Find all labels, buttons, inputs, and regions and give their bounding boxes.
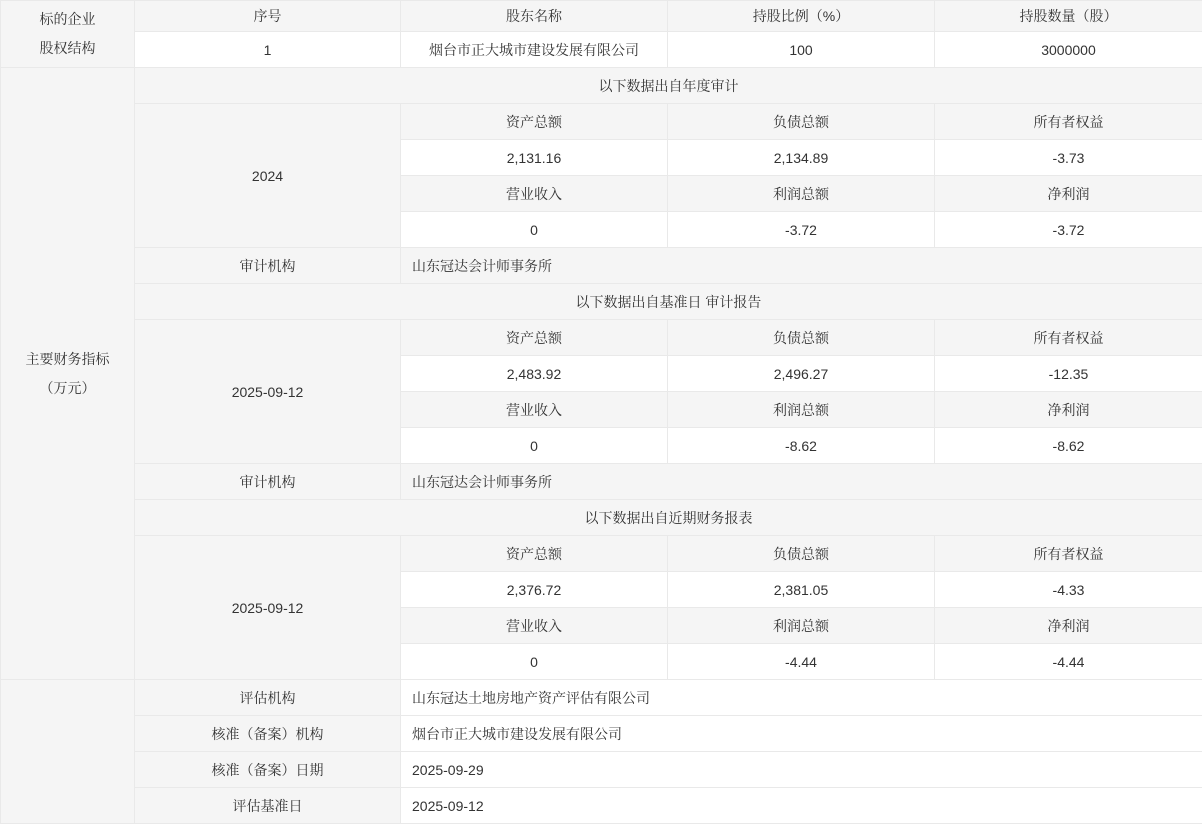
label-net-profit: 净利润 (935, 608, 1202, 644)
label-total-assets: 资产总额 (401, 536, 668, 572)
label-total-liabilities: 负债总额 (668, 104, 935, 140)
value-operating-revenue: 0 (401, 428, 668, 464)
value-net-profit: -3.72 (935, 212, 1202, 248)
value-total-assets: 2,483.92 (401, 356, 668, 392)
shareholder-no: 1 (135, 32, 401, 68)
label-approval-date: 核准（备案）日期 (135, 752, 401, 788)
value-owner-equity: -4.33 (935, 572, 1202, 608)
label-audit-agency: 审计机构 (135, 248, 401, 284)
label-audit-agency: 审计机构 (135, 464, 401, 500)
value-total-assets: 2,376.72 (401, 572, 668, 608)
section-title-base-date-audit: 以下数据出自基准日 审计报告 (135, 284, 1202, 320)
label-net-profit: 净利润 (935, 176, 1202, 212)
period-base-date: 2025-09-12 (135, 320, 401, 464)
label-total-liabilities: 负债总额 (668, 536, 935, 572)
financial-indicators-line2: （万元） (39, 379, 96, 396)
label-approval-agency: 核准（备案）机构 (135, 716, 401, 752)
label-total-assets: 资产总额 (401, 104, 668, 140)
label-total-profit: 利润总额 (668, 392, 935, 428)
label-total-liabilities: 负债总额 (668, 320, 935, 356)
value-total-profit: -3.72 (668, 212, 935, 248)
label-owner-equity: 所有者权益 (935, 104, 1202, 140)
shareholder-name: 烟台市正大城市建设发展有限公司 (401, 32, 668, 68)
value-approval-date: 2025-09-29 (401, 752, 1202, 788)
label-operating-revenue: 营业收入 (401, 608, 668, 644)
financial-indicators-line1: 主要财务指标 (25, 350, 110, 367)
value-net-profit: -4.44 (935, 644, 1202, 680)
shareholder-shares: 3000000 (935, 32, 1202, 68)
label-owner-equity: 所有者权益 (935, 320, 1202, 356)
equity-structure-line1: 标的企业 (39, 11, 96, 27)
value-owner-equity: -12.35 (935, 356, 1202, 392)
value-total-profit: -4.44 (668, 644, 935, 680)
value-total-liabilities: 2,134.89 (668, 140, 935, 176)
left-empty-cell (1, 680, 135, 824)
value-approval-agency: 烟台市正大城市建设发展有限公司 (401, 716, 1202, 752)
table-row (1, 716, 1202, 752)
value-appraisal-base-date: 2025-09-12 (401, 788, 1202, 824)
section-title-annual-audit: 以下数据出自年度审计 (135, 68, 1202, 104)
value-operating-revenue: 0 (401, 212, 668, 248)
value-operating-revenue: 0 (401, 644, 668, 680)
label-net-profit: 净利润 (935, 392, 1202, 428)
label-operating-revenue: 营业收入 (401, 392, 668, 428)
value-total-profit: -8.62 (668, 428, 935, 464)
label-total-assets: 资产总额 (401, 320, 668, 356)
value-total-liabilities: 2,496.27 (668, 356, 935, 392)
label-appraisal-base-date: 评估基准日 (135, 788, 401, 824)
value-total-assets: 2,131.16 (401, 140, 668, 176)
table-row (1, 788, 1202, 824)
value-owner-equity: -3.73 (935, 140, 1202, 176)
value-appraisal-agency: 山东冠达土地房地产资产评估有限公司 (401, 680, 1202, 716)
value-audit-agency: 山东冠达会计师事务所 (401, 248, 1202, 284)
period-recent: 2025-09-12 (135, 536, 401, 680)
col-header-shares: 持股数量（股） (935, 1, 1202, 32)
left-label-equity-structure (1, 1, 135, 68)
label-total-profit: 利润总额 (668, 608, 935, 644)
left-label-financial-indicators (1, 68, 135, 680)
label-total-profit: 利润总额 (668, 176, 935, 212)
table-row (1, 680, 1202, 716)
value-net-profit: -8.62 (935, 428, 1202, 464)
label-owner-equity: 所有者权益 (935, 536, 1202, 572)
shareholder-ratio: 100 (668, 32, 935, 68)
table-row (1, 32, 1202, 68)
col-header-no: 序号 (135, 1, 401, 32)
value-audit-agency: 山东冠达会计师事务所 (401, 464, 1202, 500)
equity-structure-line2: 股权结构 (39, 40, 96, 56)
period-2024: 2024 (135, 104, 401, 248)
table-row (1, 752, 1202, 788)
label-appraisal-agency: 评估机构 (135, 680, 401, 716)
value-total-liabilities: 2,381.05 (668, 572, 935, 608)
label-operating-revenue: 营业收入 (401, 176, 668, 212)
section-title-recent-statements: 以下数据出自近期财务报表 (135, 500, 1202, 536)
col-header-shareholder-name: 股东名称 (401, 1, 668, 32)
col-header-ratio: 持股比例（%） (668, 1, 935, 32)
